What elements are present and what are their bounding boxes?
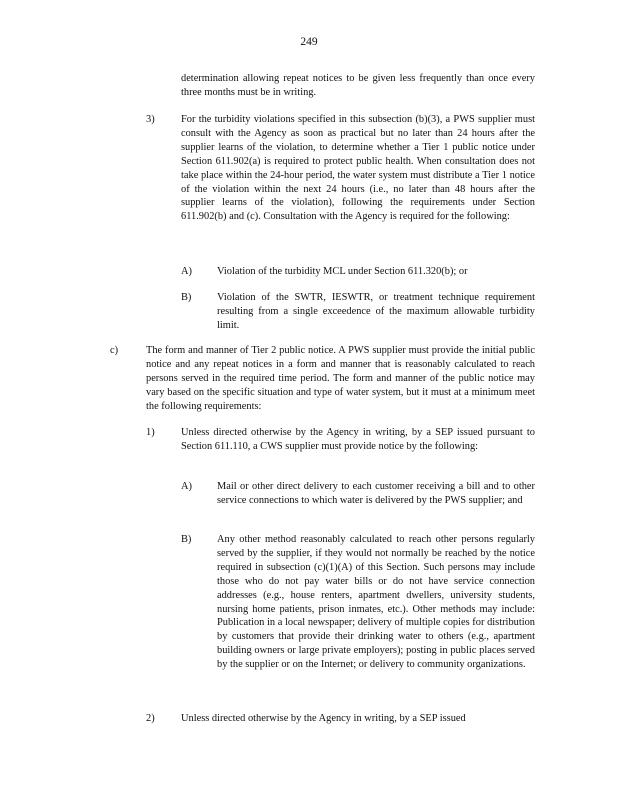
list-marker-3a: A)	[181, 266, 192, 277]
paragraph-item-3b: Violation of the SWTR, IESWTR, or treatment technique requirement resulting from a single exceedence of the maximum allowable turbidity limit.	[217, 292, 535, 331]
paragraph-item-c1a: Mail or other direct delivery to each customer receiving a bill and to other service connections to which water is delivered by the PWS supplier; and	[217, 481, 535, 506]
page-number: 249	[300, 36, 318, 48]
paragraph-intro-continuation: determination allowing repeat notices to be given less frequently than once every three months must be in writing.	[181, 73, 535, 98]
list-marker-c1a: A)	[181, 481, 192, 492]
list-marker-c: c)	[110, 345, 119, 356]
paragraph-item-c: The form and manner of Tier 2 public notice. A PWS supplier must provide the initial public notice and any repeat notices in a form and manner that is reasonably calculated to reach persons served in the required time period. The form and manner of the public notice may vary based on the specific situation and type of water system, but it must at a minimum meet the following requirements:	[146, 345, 535, 412]
paragraph-item-3: For the turbidity violations specified in this subsection (b)(3), a PWS supplier must consult with the Agency as soon as practical but no later than 24 hours after the supplier learns of the violation, to determine whether a Tier 1 public notice under Section 611.902(a) is required to protect public health. When consultation does not take place within the 24-hour period, the water system must distribute a Tier 1 notice of the violation within the next 24 hours (i.e., no later than 48 hours after the supplier learns of the violation), following the requirements under Section 611.902(b) and (c). Consultation with the Agency is required for the following:	[181, 114, 535, 223]
list-marker-c1: 1)	[146, 427, 155, 438]
paragraph-item-c1: Unless directed otherwise by the Agency in writing, by a SEP issued pursuant to Section 611.110, a CWS supplier must provide notice by the following:	[181, 427, 535, 452]
list-marker-c2: 2)	[146, 713, 155, 724]
paragraph-item-3a: Violation of the turbidity MCL under Section 611.320(b); or	[217, 266, 468, 277]
list-marker-3: 3)	[146, 114, 155, 125]
list-marker-3b: B)	[181, 292, 192, 303]
list-marker-c1b: B)	[181, 534, 192, 545]
paragraph-item-c2: Unless directed otherwise by the Agency in writing, by a SEP issued	[181, 713, 466, 724]
paragraph-item-c1b: Any other method reasonably calculated to reach other persons regularly served by the supplier, if they would not normally be reached by the notice required in subsection (c)(1)(A) of this Section. Such persons may include those who do not pay water bills or do not have service connection addresses (e.g., house renters, apartment dwellers, university students, nursing home patients, prison inmates, etc.). Other methods may include: Publication in a local newspaper; delivery of multiple copies for distribution by customers that provide their drinking water to others (e.g., apartment building owners or large private employers); posting in public places served by the supplier or on the Internet; or delivery to community organizations.	[217, 534, 535, 671]
